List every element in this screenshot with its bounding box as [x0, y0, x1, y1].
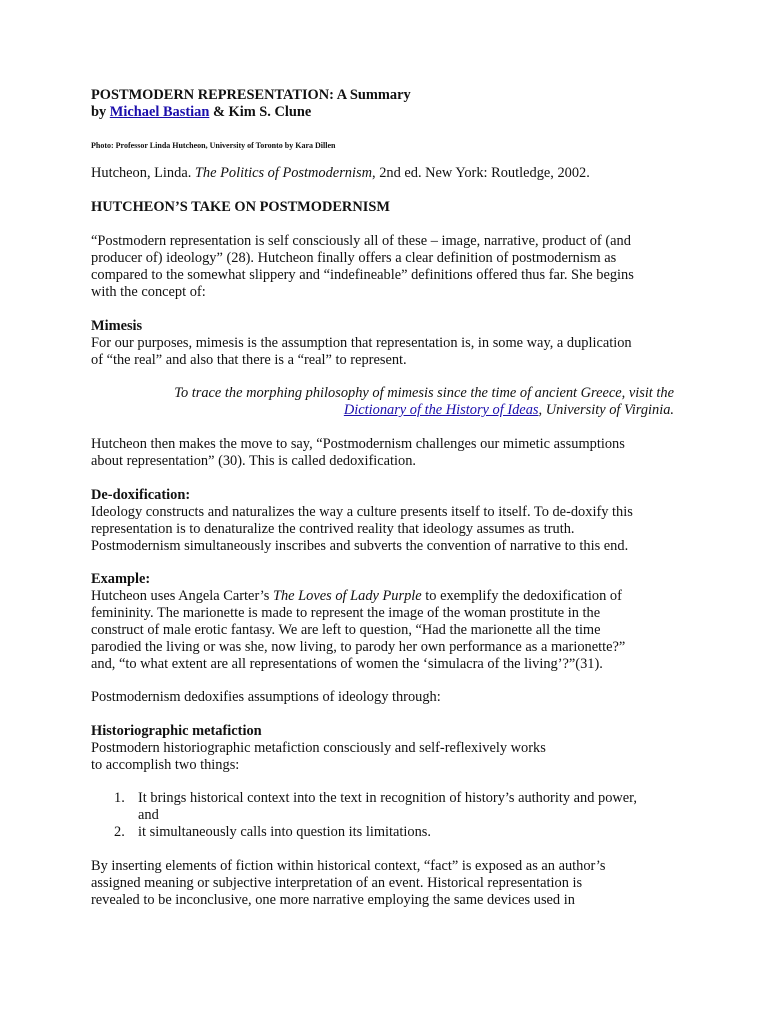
list-text: it simultaneously calls into question its limitations. [138, 824, 431, 840]
dedox-line: Postmodernism simultaneously inscribes and subverts the convention of narrative to this end. [91, 538, 629, 554]
list-item [114, 790, 637, 807]
dedox-through-line: Postmodernism dedoxifies assumptions of ideology through: [91, 689, 441, 705]
citation-author: Hutcheon, Linda. [91, 165, 195, 181]
list-continuation: and [138, 807, 159, 823]
document-title: POSTMODERN REPRESENTATION: A Summary [91, 87, 411, 103]
intro-line: with the concept of: [91, 284, 206, 300]
example-line: construct of male erotic fantasy. We are left to question, “Had the marionette all the time [91, 622, 601, 638]
byline-by: by [91, 104, 110, 120]
quote-source: , University of Virginia. [538, 402, 674, 418]
dedox-intro-line: Hutcheon then makes the move to say, “Postmodernism challenges our mimetic assumptions [91, 436, 625, 452]
byline-rest: & Kim S. Clune [209, 104, 312, 120]
historio-heading: Historiographic metafiction [91, 723, 262, 739]
mimesis-line: For our purposes, mimesis is the assumption that representation is, in some way, a duplication [91, 335, 632, 351]
historio-line: to accomplish two things: [91, 757, 240, 773]
quote-link-line [344, 402, 674, 419]
intro-line: compared to the somewhat slippery and “indefineable” definitions offered thus far. She begins [91, 267, 634, 283]
closing-line: assigned meaning or subjective interpretation of an event. Historical representation is [91, 875, 583, 891]
historio-line: Postmodern historiographic metafiction consciously and self-reflexively works [91, 740, 546, 756]
closing-line: By inserting elements of fiction within historical context, “fact” is exposed as an author’s [91, 858, 606, 874]
list-number: 1. [114, 790, 125, 806]
dictionary-history-ideas-link[interactable]: Dictionary of the History of Ideas [343, 402, 539, 418]
intro-line: producer of) ideology” (28). Hutcheon finally offers a clear definition of postmodernism as [91, 250, 617, 266]
citation [91, 165, 590, 182]
example-heading: Example: [91, 571, 151, 587]
list-text: It brings historical context into the text in recognition of history’s authority and power, [138, 790, 637, 806]
quote-line: To trace the morphing philosophy of mimesis since the time of ancient Greece, visit the [174, 385, 674, 401]
dedox-intro-line: about representation” (30). This is called dedoxification. [91, 453, 417, 469]
section-heading: HUTCHEON’S TAKE ON POSTMODERNISM [91, 199, 390, 215]
intro-line: “Postmodern representation is self consciously all of these – image, narrative, product of (and [91, 233, 631, 249]
mimesis-heading: Mimesis [91, 318, 143, 334]
example-line: parodied the living or was she, now living, to parody her own performance as a marionette?” [91, 639, 626, 655]
author-link-michael-bastian[interactable]: Michael Bastian [109, 104, 210, 120]
mimesis-line: of “the real” and also that there is a “real” to represent. [91, 352, 407, 368]
dedox-line: Ideology constructs and naturalizes the way a culture presents itself to itself. To de-doxify this [91, 504, 633, 520]
closing-line: revealed to be inconclusive, one more narrative employing the same devices used in [91, 892, 575, 908]
example-line: femininity. The marionette is made to represent the image of the woman prostitute in the [91, 605, 601, 621]
example-line [91, 588, 622, 605]
citation-book-title: The Politics of Postmodernism [194, 165, 372, 181]
dedox-heading: De-doxification: [91, 487, 191, 503]
photo-credit: Photo: Professor Linda Hutcheon, University of Toronto by Kara Dillen [91, 141, 336, 150]
list-item [114, 824, 431, 841]
example-book-title: The Loves of Lady Purple [272, 588, 422, 604]
example-text: to exemplify the dedoxification of [421, 588, 622, 604]
list-number: 2. [114, 824, 125, 840]
dedox-line: representation is to denaturalize the contrived reality that ideology assumes as truth. [91, 521, 575, 537]
byline [91, 104, 311, 121]
citation-publisher: , 2nd ed. New York: Routledge, 2002. [372, 165, 590, 181]
example-text: Hutcheon uses Angela Carter’s [91, 588, 273, 604]
example-line: and, “to what extent are all representations of women the ‘simulacra of the living’?”(31). [91, 656, 603, 672]
